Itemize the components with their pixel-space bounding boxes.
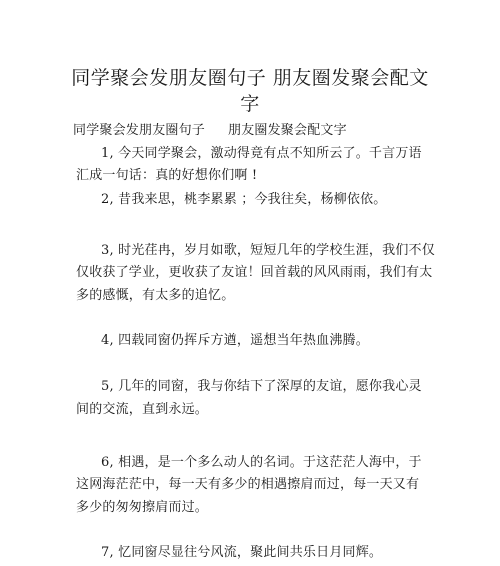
document-title-line-1: 同学聚会发朋友圈句子 朋友圈发聚会配文 xyxy=(71,67,429,89)
paragraph-5-line-2: 间的交流，直到永远。 xyxy=(76,402,209,417)
paragraph-7-line-1: 7, 忆同窗尽显往兮风流，聚此间共乐日月同辉。 xyxy=(101,545,383,560)
subtitle-right: 朋友圈发聚会配文字 xyxy=(228,123,347,138)
paragraph-5-line-1: 5, 几年的同窗，我与你结下了深厚的友谊，愿你我心灵 xyxy=(101,379,422,394)
paragraph-6-line-2: 这网海茫茫中，每一天有多少的相遇擦肩而过，每一天又有 xyxy=(76,477,420,492)
document-title-line-2: 字 xyxy=(240,93,260,115)
paragraph-2-line-1: 2, 昔我来思，桃李累累 ；今我往矣，杨柳依依。 xyxy=(101,192,387,207)
paragraph-6-line-1: 6, 相遇，是一个多么动人的名词。于这茫茫人海中，于 xyxy=(101,455,422,470)
paragraph-3-line-1: 3, 时光荏冉，岁月如歌，短短几年的学校生涯，我们不仅 xyxy=(101,243,435,258)
paragraph-6-line-3: 多少的匆匆擦肩而过。 xyxy=(76,500,209,515)
paragraph-3-line-2: 仅收获了学业，更收获了友谊！回首载的风风雨雨，我们有太 xyxy=(76,265,433,280)
paragraph-4-line-1: 4, 四载同窗仍挥斥方遒，遥想当年热血沸腾。 xyxy=(101,333,369,348)
subtitle-left: 同学聚会发朋友圈句子 xyxy=(73,123,206,138)
paragraph-1-line-1: 1, 今天同学聚会，激动得竟有点不知所云了。千言万语 xyxy=(101,146,422,161)
paragraph-1-line-2: 汇成一句话：真的好想你们啊 ! xyxy=(76,168,258,183)
paragraph-3-line-3: 多的感慨，有太多的追忆。 xyxy=(76,288,235,303)
